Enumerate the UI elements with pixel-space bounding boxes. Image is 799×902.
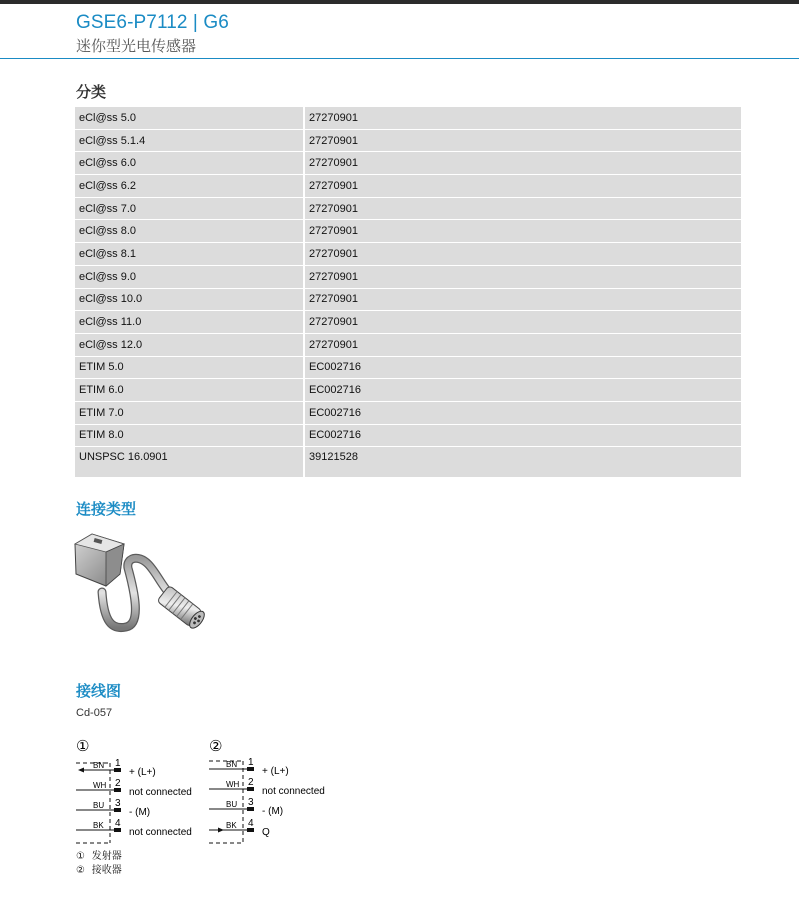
classification-label: eCl@ss 5.0 — [75, 107, 304, 129]
classification-value: 27270901 — [304, 129, 741, 152]
classification-label: ETIM 6.0 — [75, 379, 304, 402]
pin-description: + (L+) — [129, 767, 156, 778]
classification-row — [75, 288, 741, 311]
classification-row — [75, 379, 741, 402]
legend-marker: ② — [76, 865, 85, 876]
classification-row — [75, 107, 741, 129]
pin-number: 1 — [115, 758, 121, 769]
pin-number: 4 — [248, 818, 254, 829]
wire-color-label: WH — [93, 781, 107, 790]
legend-receiver — [76, 861, 122, 876]
page-subtitle: 迷你型光电传感器 — [76, 38, 197, 55]
classification-label: eCl@ss 7.0 — [75, 197, 304, 220]
classification-label: eCl@ss 5.1.4 — [75, 129, 304, 152]
wire-color-label: BN — [93, 761, 105, 770]
classification-row — [75, 401, 741, 424]
classification-label: eCl@ss 6.2 — [75, 175, 304, 198]
pin-description: + (L+) — [262, 766, 289, 777]
classification-row — [75, 220, 741, 243]
diagram-marker: ② — [209, 738, 223, 755]
header-divider — [0, 58, 799, 59]
pin-description: not connected — [262, 786, 325, 797]
classification-label: eCl@ss 12.0 — [75, 333, 304, 356]
wire-color-label: BN — [226, 760, 238, 769]
wire-color-label: BK — [93, 821, 104, 830]
wire-color-label: BU — [226, 800, 238, 809]
classification-label: ETIM 5.0 — [75, 356, 304, 379]
classification-value: 39121528 — [304, 447, 741, 478]
pin-number: 2 — [115, 778, 121, 789]
classification-label: eCl@ss 8.0 — [75, 220, 304, 243]
legend-marker: ① — [76, 851, 85, 862]
classification-label: eCl@ss 11.0 — [75, 311, 304, 334]
legend-text: 接收器 — [91, 865, 122, 876]
wiring-diagram-heading: 接线图 — [76, 683, 122, 700]
top-bar — [0, 0, 799, 4]
classification-value: 27270901 — [304, 333, 741, 356]
classification-value: 27270901 — [304, 311, 741, 334]
classification-label: eCl@ss 10.0 — [75, 288, 304, 311]
classification-row — [75, 333, 741, 356]
classification-value: EC002716 — [304, 424, 741, 447]
legend-emitter — [76, 847, 122, 862]
classification-row — [75, 129, 741, 152]
classification-label: ETIM 8.0 — [75, 424, 304, 447]
pin-number: 3 — [115, 798, 121, 809]
classification-row — [75, 424, 741, 447]
classification-value: EC002716 — [304, 356, 741, 379]
classification-row — [75, 265, 741, 288]
classification-value: EC002716 — [304, 379, 741, 402]
pin-number: 2 — [248, 777, 254, 788]
classification-label: ETIM 7.0 — [75, 401, 304, 424]
classification-row — [75, 197, 741, 220]
classification-row — [75, 152, 741, 175]
classification-value: 27270901 — [304, 265, 741, 288]
wiring-diagram-receiver — [207, 737, 347, 849]
pin-description: not connected — [129, 827, 192, 838]
diagram-marker: ① — [76, 738, 90, 755]
classification-value: 27270901 — [304, 197, 741, 220]
classification-value: 27270901 — [304, 243, 741, 266]
classification-row — [75, 175, 741, 198]
wire-color-label: BK — [226, 821, 237, 830]
sensor-connector-image — [72, 530, 217, 638]
wiring-diagram-emitter — [74, 737, 204, 849]
classification-value: 27270901 — [304, 175, 741, 198]
classification-value: EC002716 — [304, 401, 741, 424]
classification-label: UNSPSC 16.0901 — [75, 447, 304, 478]
classification-value: 27270901 — [304, 107, 741, 129]
classification-value: 27270901 — [304, 288, 741, 311]
classification-value: 27270901 — [304, 152, 741, 175]
pin-description: Q — [262, 827, 270, 838]
pin-description: - (M) — [129, 807, 151, 818]
classification-row — [75, 311, 741, 334]
pin-description: - (M) — [262, 806, 284, 817]
wiring-code: Cd-057 — [76, 707, 113, 719]
classification-label: eCl@ss 9.0 — [75, 265, 304, 288]
pin-number: 3 — [248, 797, 254, 808]
classification-row — [75, 447, 741, 478]
classification-value: 27270901 — [304, 220, 741, 243]
classification-row — [75, 356, 741, 379]
page-title: GSE6-P7112 | G6 — [76, 12, 229, 33]
pin-number: 1 — [248, 757, 254, 768]
classification-heading: 分类 — [76, 84, 107, 101]
legend-text: 发射器 — [91, 851, 122, 862]
pin-description: not connected — [129, 787, 192, 798]
classification-table — [75, 107, 741, 477]
classification-label: eCl@ss 8.1 — [75, 243, 304, 266]
pin-number: 4 — [115, 818, 121, 829]
wire-color-label: BU — [93, 801, 105, 810]
wire-color-label: WH — [226, 780, 240, 789]
connection-type-heading: 连接类型 — [76, 501, 137, 518]
classification-row — [75, 243, 741, 266]
classification-label: eCl@ss 6.0 — [75, 152, 304, 175]
